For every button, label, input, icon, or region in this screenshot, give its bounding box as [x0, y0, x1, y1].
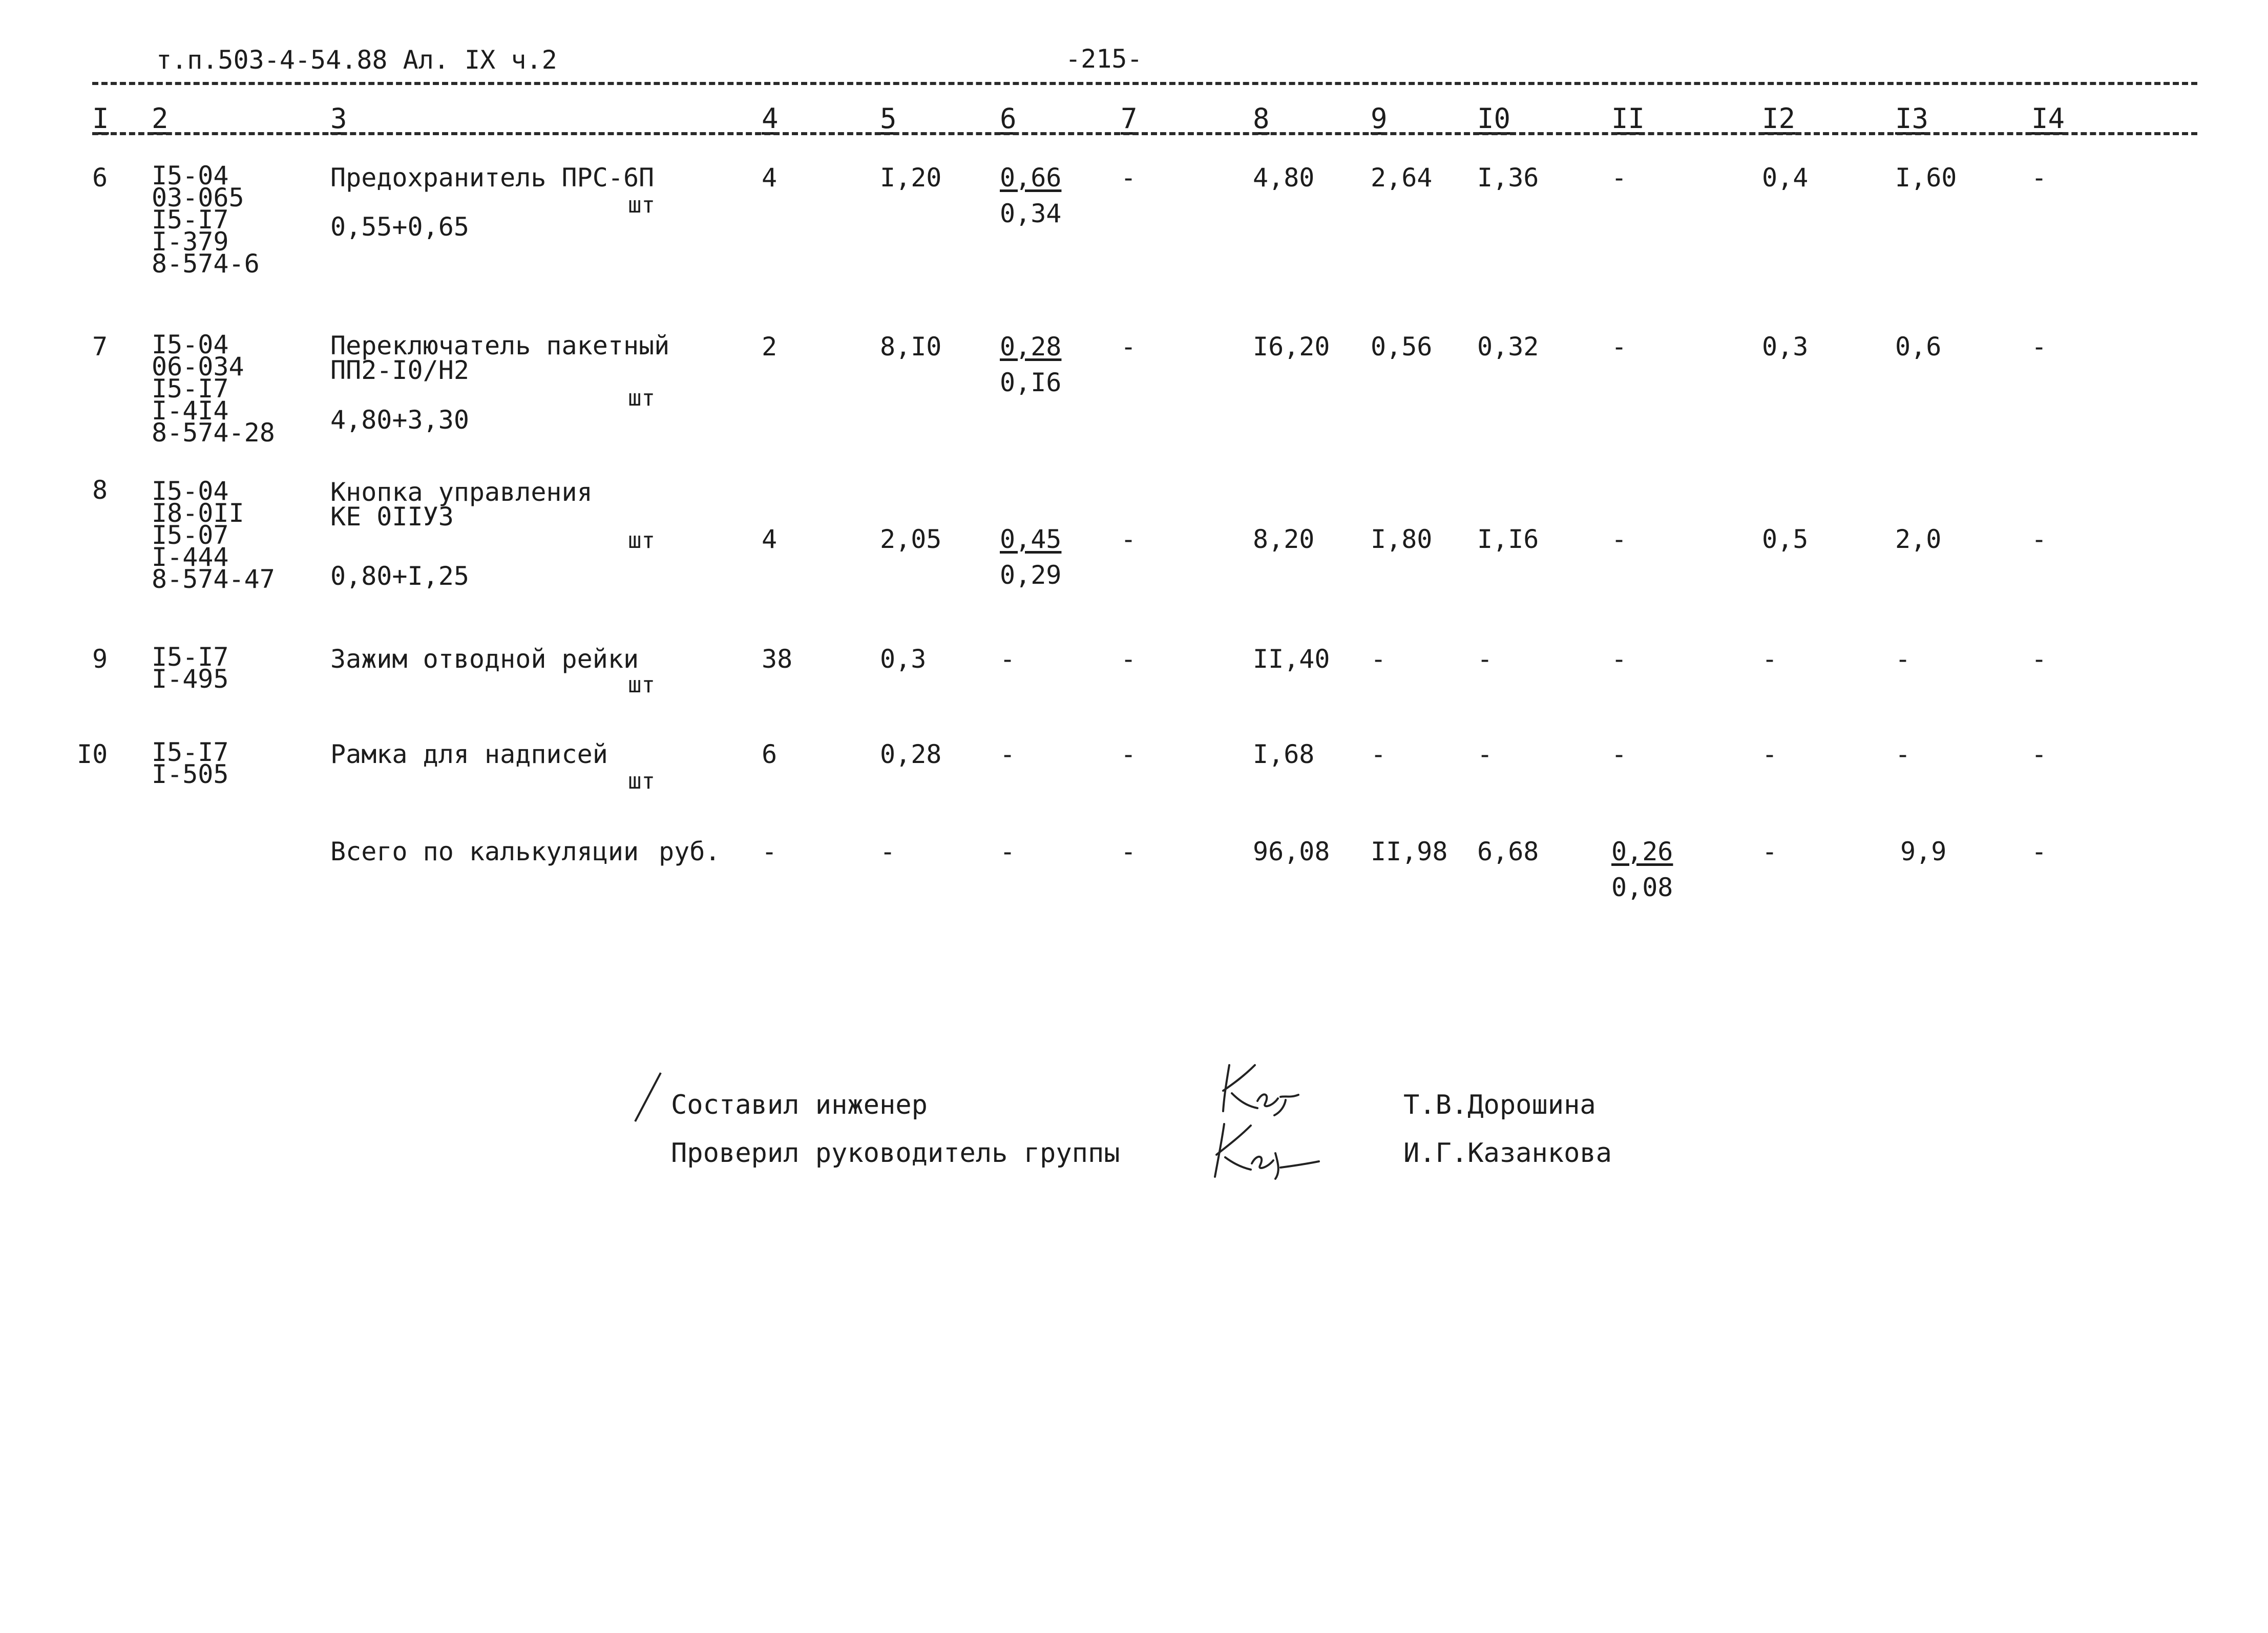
- cell-col10: -: [1477, 739, 1493, 769]
- item-name: Предохранитель ПРС-6П: [330, 163, 655, 193]
- price-formula: 4,80+3,30: [330, 405, 469, 435]
- cell-col14: -: [2031, 837, 2047, 866]
- cell-col10: 0,32: [1477, 332, 1539, 362]
- cell-col14: -: [2031, 163, 2047, 193]
- column-header: 4: [762, 102, 779, 135]
- signatory-name: Т.В.Дорошина: [1403, 1090, 1596, 1120]
- cell-col9: 2,64: [1371, 163, 1433, 193]
- column-header: 8: [1253, 102, 1270, 135]
- document-code: т.п.503-4-54.88 Ал. IX ч.2: [156, 45, 557, 75]
- unit-label: шт: [628, 768, 655, 794]
- cell-col5: 2,05: [880, 524, 942, 554]
- cell-col11: -: [1611, 644, 1627, 674]
- cell-col4: 4: [762, 163, 778, 193]
- column-header: 2: [152, 102, 169, 135]
- cell-col6-bottom: 0,34: [1000, 199, 1062, 228]
- cell-col4: -: [762, 837, 778, 866]
- cell-col13: 2,0: [1895, 524, 1942, 554]
- cell-col5: -: [880, 837, 896, 866]
- cell-col12: 0,5: [1762, 524, 1809, 554]
- cell-col11: -: [1611, 163, 1627, 193]
- cell-col4: 2: [762, 332, 778, 362]
- column-header: I: [92, 102, 109, 135]
- cell-col10: -: [1477, 644, 1493, 674]
- cell-col12: -: [1762, 644, 1778, 674]
- cell-col8: I,68: [1253, 739, 1315, 769]
- column-header: 3: [330, 102, 347, 135]
- cell-col8: 96,08: [1253, 837, 1330, 866]
- cell-col10: I,I6: [1477, 524, 1539, 554]
- cell-col8: I6,20: [1253, 332, 1330, 362]
- cell-col5: I,20: [880, 163, 942, 193]
- total-unit: руб.: [659, 837, 721, 866]
- unit-label: шт: [628, 385, 655, 411]
- cell-col8: 8,20: [1253, 524, 1315, 554]
- cell-col6-top: 0,45: [1000, 524, 1062, 554]
- page-number: -215-: [1065, 44, 1143, 74]
- cell-col4: 38: [762, 644, 793, 674]
- cell-col9: -: [1371, 644, 1387, 674]
- column-header: I3: [1895, 102, 1929, 135]
- cell-col13: I,60: [1895, 163, 1957, 193]
- cell-col7: -: [1121, 644, 1137, 674]
- cell-col11: -: [1611, 739, 1627, 769]
- cell-col6: -: [1000, 739, 1016, 769]
- signature-role: Составил инженер: [671, 1090, 928, 1120]
- price-formula: 0,55+0,65: [330, 212, 469, 242]
- cell-col8: 4,80: [1253, 163, 1315, 193]
- cell-col13: 9,9: [1900, 837, 1947, 866]
- norm-code: I5-I7 I-505: [152, 737, 229, 789]
- cell-col14: -: [2031, 524, 2047, 554]
- cell-col12: -: [1762, 837, 1778, 866]
- cell-col13: 0,6: [1895, 332, 1942, 362]
- cell-col12: -: [1762, 739, 1778, 769]
- row-number: 6: [92, 163, 108, 193]
- cell-col4: 4: [762, 524, 778, 554]
- cell-col7: -: [1121, 332, 1137, 362]
- unit-label: шт: [628, 527, 655, 554]
- cell-col11-bottom: 0,08: [1611, 873, 1673, 902]
- cell-col13: -: [1895, 644, 1911, 674]
- cell-col6: -: [1000, 644, 1016, 674]
- cell-col14: -: [2031, 332, 2047, 362]
- norm-code: I5-04 I8-0II I5-07 I-444 8-574-47: [152, 476, 275, 594]
- column-header: II: [1611, 102, 1645, 135]
- cell-col10: I,36: [1477, 163, 1539, 193]
- cell-col6: -: [1000, 837, 1016, 866]
- row-number: I0: [77, 739, 108, 769]
- cell-col5: 0,28: [880, 739, 942, 769]
- column-header: I2: [1762, 102, 1796, 135]
- cell-col6-top: 0,66: [1000, 163, 1062, 193]
- cell-col6-bottom: 0,29: [1000, 560, 1062, 590]
- cell-col5: 0,3: [880, 644, 927, 674]
- cell-col14: -: [2031, 644, 2047, 674]
- cell-col10: 6,68: [1477, 837, 1539, 866]
- column-header: 9: [1371, 102, 1388, 135]
- cell-col7: -: [1121, 524, 1137, 554]
- cell-col6-bottom: 0,I6: [1000, 368, 1062, 397]
- item-name: Рамка для надписей: [330, 739, 608, 769]
- signature-role: Проверил руководитель группы: [671, 1138, 1120, 1169]
- norm-code: I5-04 06-034 I5-I7 I-4I4 8-574-28: [152, 330, 275, 448]
- cell-col7: -: [1121, 739, 1137, 769]
- price-formula: 0,80+I,25: [330, 561, 469, 591]
- cell-col9: -: [1371, 739, 1387, 769]
- signatory-name: И.Г.Казанкова: [1403, 1138, 1612, 1169]
- row-number: 9: [92, 644, 108, 674]
- header-divider-top: [92, 82, 2197, 85]
- column-header: 6: [1000, 102, 1017, 135]
- handwritten-signature: [1209, 1055, 1311, 1121]
- cell-col6-top: 0,28: [1000, 332, 1062, 362]
- norm-code: I5-04 03-065 I5-I7 I-379 8-574-6: [152, 161, 260, 279]
- cell-col13: -: [1895, 739, 1911, 769]
- column-header: 5: [880, 102, 897, 135]
- total-label: Всего по калькуляции: [330, 837, 639, 866]
- cell-col7: -: [1121, 163, 1137, 193]
- cell-col9: 0,56: [1371, 332, 1433, 362]
- unit-label: шт: [628, 192, 655, 218]
- item-name: Кнопка управления КЕ 0IIУЗ: [330, 477, 593, 532]
- column-header: I4: [2031, 102, 2065, 135]
- cell-col11: -: [1611, 524, 1627, 554]
- header-divider-bottom: [92, 132, 2197, 135]
- column-header: 7: [1121, 102, 1138, 135]
- cell-col4: 6: [762, 739, 778, 769]
- cell-col5: 8,I0: [880, 332, 942, 362]
- handwritten-signature: [1204, 1116, 1327, 1183]
- cell-col11-top: 0,26: [1611, 837, 1673, 866]
- cell-col14: -: [2031, 739, 2047, 769]
- unit-label: шт: [628, 672, 655, 698]
- item-name: Переключатель пакетный ПП2-I0/Н2: [330, 331, 670, 385]
- cell-col9: I,80: [1371, 524, 1433, 554]
- cell-col11: -: [1611, 332, 1627, 362]
- cell-col8: II,40: [1253, 644, 1330, 674]
- cell-col9: II,98: [1371, 837, 1448, 866]
- row-number: 8: [92, 475, 108, 505]
- norm-code: I5-I7 I-495: [152, 642, 229, 694]
- column-header: I0: [1477, 102, 1511, 135]
- cell-col7: -: [1121, 837, 1137, 866]
- pen-mark: [630, 1070, 666, 1127]
- item-name: Зажим отводной рейки: [330, 644, 639, 674]
- cell-col12: 0,3: [1762, 332, 1809, 362]
- row-number: 7: [92, 332, 108, 362]
- cell-col12: 0,4: [1762, 163, 1809, 193]
